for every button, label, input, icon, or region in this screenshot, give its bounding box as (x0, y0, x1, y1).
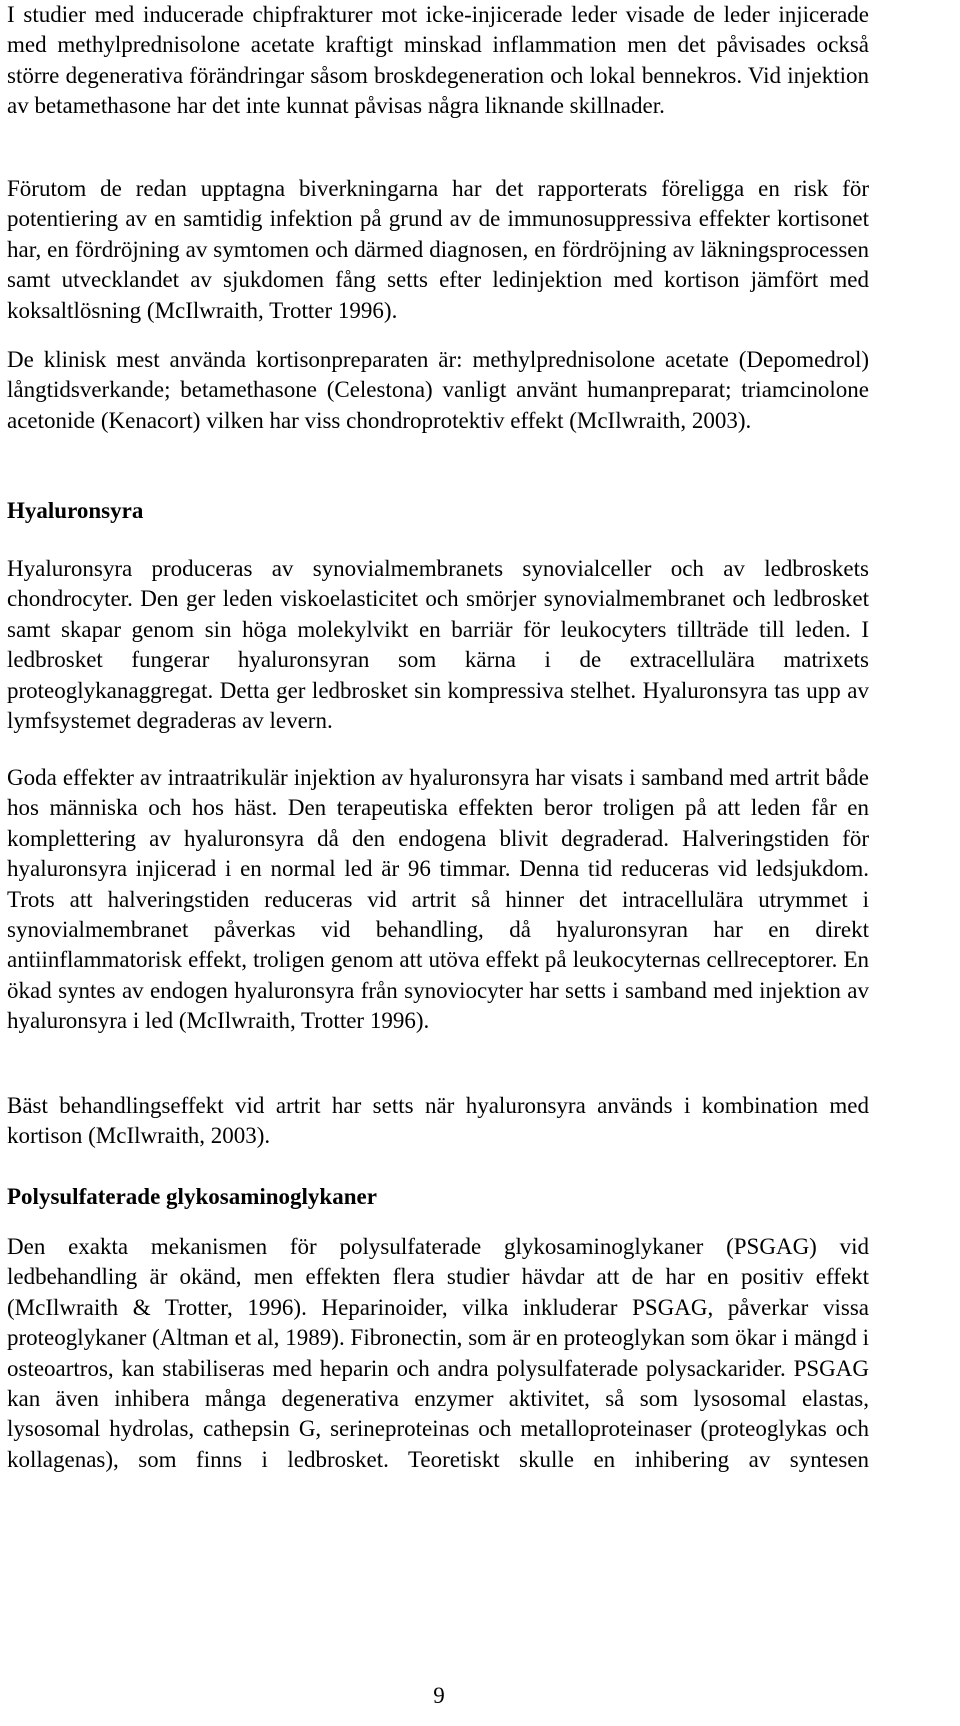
paragraph-psgag: Den exakta mekanismen för polysulfaterade glykosaminoglykaner (PSGAG) vid ledbehandling är okänd, men effekten flera studier hävdar att de har en positiv effekt (McIlwraith & Trotter, 1996). Heparinoider, vilka inkluderar PSGAG, påverkar vissa proteoglykaner (Altman et al, 1989). Fibronectin, som är en proteoglykan som ökar i mängd i osteoartros, kan stabiliseras med heparin och andra polysulfaterade polysackarider. PSGAG kan även inhibera många degenerativa enzymer aktivitet, så som lysosomal elastas, lysosomal hydrolas, cathepsin G, serineproteinas och metalloproteinaser (proteoglykas och kollagenas), som finns i ledbrosket. Teoretiskt skulle en inhibering av syntesen (7, 1234, 869, 1472)
heading-hyaluronsyra: Hyaluronsyra (7, 498, 144, 523)
paragraph-hyaluronsyra-effekter: Goda effekter av intraatrikulär injektion av hyaluronsyra har visats i samband med artrit både hos människa och hos häst. Den terapeutiska effekten beror troligen på att leden får en komplettering av hyaluronsyra då den endogena blivit degraderad. Halveringstiden för hyaluronsyra injicerad i en normal led är 96 timmar. Denna tid reduceras vid ledsjukdom. Trots att halveringstiden reduceras vid artrit så hinner det intracellulära utrymmet i synovialmembranet påverkas vid behandling, då hyaluronsyran har en direkt antiinflammatorisk effekt, troligen genom att utöva effekt på leukocyternas cellreceptorer. En ökad syntes av endogen hyaluronsyra från synoviocyter har setts i samband med injektion av hyaluronsyra i led (McIlwraith, Trotter 1996). (7, 765, 869, 1034)
paragraph-chipfrakturer: I studier med inducerade chipfrakturer mot icke-injicerade leder visade de leder injicerade med methylprednisolone acetate kraftigt minskad inflammation men det påvisades också större degenerativa förändringar såsom broskdegeneration och lokal bennekros. Vid injektion av betamethasone har det inte kunnat påvisas några liknande skillnader. (7, 2, 869, 119)
heading-psgag: Polysulfaterade glykosaminoglykaner (7, 1184, 377, 1209)
paragraph-hyaluronsyra-produktion: Hyaluronsyra produceras av synovialmembranets synovialceller och av ledbroskets chondrocyter. Den ger leden viskoelasticitet och smörjer synovialmembranet och ledbrosket samt skapar genom sin höga molekylvikt en barriär för leukocyters tillträde till leden. I ledbrosket fungerar hyaluronsyran som kärna i de extracellulära matrixets proteoglykanaggregat. Detta ger ledbrosket sin kompressiva stelhet. Hyaluronsyra tas upp av lymfsystemet degraderas av levern. (7, 556, 869, 734)
paragraph-kortisonpreparat: De klinisk mest använda kortisonpreparaten är: methylprednisolone acetate (Depomedrol) långtidsverkande; betamethasone (Celestona) vanligt använt humanpreparat; triamcinolone acetonide (Kenacort) vilken har viss chondroprotektiv effekt (McIlwraith, 2003). (7, 347, 869, 433)
paragraph-biverkningar: Förutom de redan upptagna biverkningarna har det rapporterats föreligga en risk för potentiering av en samtidig infektion på grund av de immunosuppressiva effekter kortisonet har, en fördröjning av symtomen och därmed diagnosen, en fördröjning av läkningsprocessen samt utvecklandet av sjukdomen fång setts efter ledinjektion med kortison jämfört med koksaltlösning (McIlwraith, Trotter 1996). (7, 176, 869, 323)
page-number: 9 (433, 1683, 445, 1708)
paragraph-kombination: Bäst behandlingseffekt vid artrit har setts när hyaluronsyra används i kombination med kortison (McIlwraith, 2003). (7, 1093, 869, 1149)
